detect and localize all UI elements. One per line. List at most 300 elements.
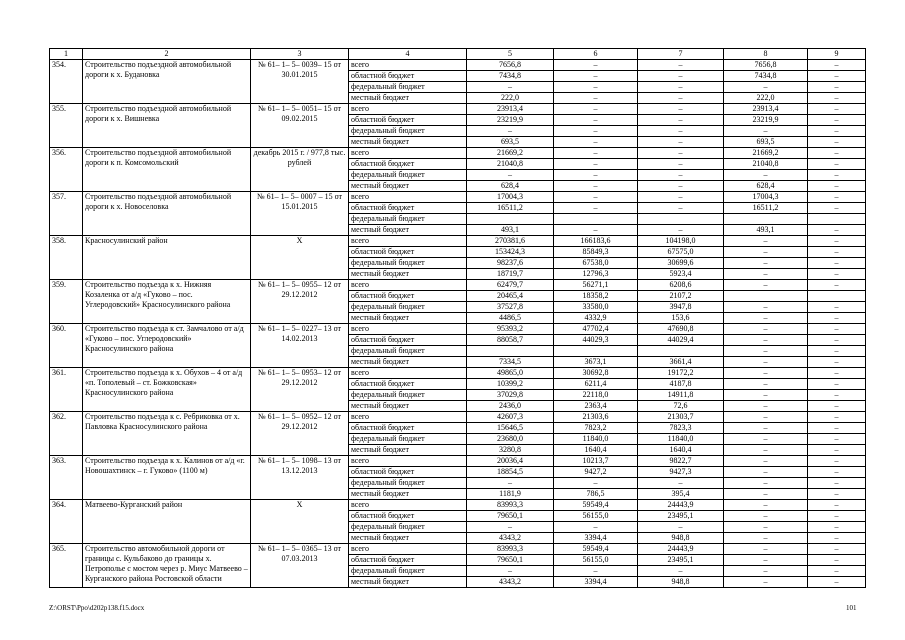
- funding-source: областной бюджет: [349, 71, 467, 82]
- design-document: X: [251, 236, 349, 280]
- funding-source: всего: [349, 544, 467, 555]
- amount-col-6: 10213,7: [554, 456, 638, 467]
- amount-col-6: –: [554, 126, 638, 137]
- amount-col-9: –: [808, 500, 866, 511]
- item-name: Строительство подъезда к с. Ребриковка от х. Павловка Красносулинского района: [83, 412, 251, 456]
- total-amount: –: [467, 170, 554, 181]
- funding-source: местный бюджет: [349, 445, 467, 456]
- design-document: № 61– 1– 5– 0955– 12 от 29.12.2012: [251, 280, 349, 324]
- amount-col-6: 59549,4: [554, 500, 638, 511]
- amount-col-9: –: [808, 412, 866, 423]
- amount-col-7: 4187,8: [638, 379, 724, 390]
- design-document: № 61– 1– 5– 0953– 12 от 29.12.2012: [251, 368, 349, 412]
- amount-col-6: [554, 214, 638, 225]
- funding-source: областной бюджет: [349, 203, 467, 214]
- total-amount: –: [467, 126, 554, 137]
- amount-col-7: 23495,1: [638, 555, 724, 566]
- amount-col-7: –: [638, 159, 724, 170]
- amount-col-6: –: [554, 148, 638, 159]
- item-name: Строительство подъезда к ст. Замчалово от а/д «Гуково – пос. Углеродовский» Красносулинского района: [83, 324, 251, 368]
- item-name: Строительство подъездной автомобильной дороги к х. Новоселовка: [83, 192, 251, 236]
- amount-col-8: 16511,2: [724, 203, 808, 214]
- total-amount: 83993,3: [467, 544, 554, 555]
- column-number-3: 3: [251, 49, 349, 60]
- total-amount: 23680,0: [467, 434, 554, 445]
- table-row: [50, 192, 866, 203]
- item-name: Строительство подъезда к х. Калинов от а/д «г. Новошахтинск – г. Гуково» (1100 м): [83, 456, 251, 500]
- amount-col-6: 56271,1: [554, 280, 638, 291]
- funding-source: областной бюджет: [349, 247, 467, 258]
- amount-col-8: –: [724, 170, 808, 181]
- item-number: 362.: [50, 412, 83, 456]
- funding-source: федеральный бюджет: [349, 566, 467, 577]
- amount-col-8: –: [724, 401, 808, 412]
- amount-col-6: –: [554, 478, 638, 489]
- funding-source: федеральный бюджет: [349, 258, 467, 269]
- total-amount: 7334,5: [467, 357, 554, 368]
- design-document: № 61– 1– 5– 0051– 15 от 09.02.2015: [251, 104, 349, 148]
- total-amount: 7434,8: [467, 71, 554, 82]
- amount-col-7: –: [638, 181, 724, 192]
- amount-col-6: –: [554, 181, 638, 192]
- funding-source: федеральный бюджет: [349, 302, 467, 313]
- amount-col-8: –: [724, 379, 808, 390]
- funding-source: областной бюджет: [349, 379, 467, 390]
- amount-col-7: 7823,3: [638, 423, 724, 434]
- amount-col-6: 4332,9: [554, 313, 638, 324]
- total-amount: 79650,1: [467, 511, 554, 522]
- amount-col-8: [724, 214, 808, 225]
- amount-col-7: 21303,7: [638, 412, 724, 423]
- amount-col-9: –: [808, 313, 866, 324]
- total-amount: –: [467, 82, 554, 93]
- total-amount: –: [467, 522, 554, 533]
- amount-col-9: –: [808, 258, 866, 269]
- amount-col-6: 3394,4: [554, 577, 638, 588]
- amount-col-8: –: [724, 522, 808, 533]
- total-amount: 98237,6: [467, 258, 554, 269]
- amount-col-7: –: [638, 522, 724, 533]
- funding-source: местный бюджет: [349, 225, 467, 236]
- amount-col-7: –: [638, 478, 724, 489]
- funding-source: федеральный бюджет: [349, 82, 467, 93]
- amount-col-6: 1640,4: [554, 445, 638, 456]
- amount-col-7: 153,6: [638, 313, 724, 324]
- funding-source: федеральный бюджет: [349, 346, 467, 357]
- amount-col-6: –: [554, 170, 638, 181]
- amount-col-7: –: [638, 192, 724, 203]
- amount-col-8: 23913,4: [724, 104, 808, 115]
- amount-col-6: 30692,8: [554, 368, 638, 379]
- amount-col-6: 44029,3: [554, 335, 638, 346]
- design-document: № 61– 1– 5– 0227– 13 от 14.02.2013: [251, 324, 349, 368]
- amount-col-8: –: [724, 478, 808, 489]
- total-amount: 21040,8: [467, 159, 554, 170]
- amount-col-8: –: [724, 357, 808, 368]
- amount-col-7: 72,6: [638, 401, 724, 412]
- amount-col-7: 948,8: [638, 533, 724, 544]
- funding-source: всего: [349, 192, 467, 203]
- item-name: Строительство подъезда к х. Нижняя Козаленка от а/д «Гуково – пос. Углеродовский» Красносулинского района: [83, 280, 251, 324]
- amount-col-7: –: [638, 93, 724, 104]
- amount-col-8: –: [724, 489, 808, 500]
- funding-source: областной бюджет: [349, 291, 467, 302]
- funding-source: местный бюджет: [349, 181, 467, 192]
- funding-source: областной бюджет: [349, 335, 467, 346]
- amount-col-8: –: [724, 500, 808, 511]
- funding-source: федеральный бюджет: [349, 478, 467, 489]
- amount-col-9: –: [808, 390, 866, 401]
- amount-col-9: –: [808, 368, 866, 379]
- total-amount: 23219,9: [467, 115, 554, 126]
- amount-col-8: –: [724, 368, 808, 379]
- page-number: 101: [846, 604, 857, 612]
- amount-col-7: –: [638, 170, 724, 181]
- amount-col-8: 693,5: [724, 137, 808, 148]
- amount-col-8: –: [724, 247, 808, 258]
- amount-col-9: –: [808, 247, 866, 258]
- amount-col-9: –: [808, 159, 866, 170]
- amount-col-6: 6211,4: [554, 379, 638, 390]
- total-amount: 693,5: [467, 137, 554, 148]
- table-row: [50, 236, 866, 247]
- funding-source: всего: [349, 412, 467, 423]
- amount-col-6: 22118,0: [554, 390, 638, 401]
- amount-col-9: –: [808, 335, 866, 346]
- amount-col-9: –: [808, 511, 866, 522]
- amount-col-7: [638, 214, 724, 225]
- column-number-5: 5: [467, 49, 554, 60]
- item-name: Строительство подъездной автомобильной дороги к п. Комсомольский: [83, 148, 251, 192]
- amount-col-9: –: [808, 401, 866, 412]
- amount-col-6: 21303,6: [554, 412, 638, 423]
- amount-col-6: –: [554, 192, 638, 203]
- amount-col-7: 3947,8: [638, 302, 724, 313]
- item-number: 360.: [50, 324, 83, 368]
- item-number: 361.: [50, 368, 83, 412]
- amount-col-7: –: [638, 104, 724, 115]
- funding-source: всего: [349, 324, 467, 335]
- total-amount: 17004,3: [467, 192, 554, 203]
- amount-col-9: –: [808, 71, 866, 82]
- item-number: 355.: [50, 104, 83, 148]
- funding-source: областной бюджет: [349, 115, 467, 126]
- amount-col-6: 11840,0: [554, 434, 638, 445]
- amount-col-7: [638, 346, 724, 357]
- total-amount: 15646,5: [467, 423, 554, 434]
- amount-col-9: –: [808, 346, 866, 357]
- amount-col-9: –: [808, 445, 866, 456]
- amount-col-7: 67575,0: [638, 247, 724, 258]
- design-document: № 61– 1– 5– 1098– 13 от 13.12.2013: [251, 456, 349, 500]
- amount-col-8: –: [724, 456, 808, 467]
- amount-col-8: [724, 291, 808, 302]
- amount-col-9: –: [808, 137, 866, 148]
- amount-col-7: –: [638, 71, 724, 82]
- total-amount: 1181,9: [467, 489, 554, 500]
- item-name: Матвеево-Курганский район: [83, 500, 251, 544]
- amount-col-6: –: [554, 522, 638, 533]
- amount-col-6: 33580,0: [554, 302, 638, 313]
- total-amount: 4486,5: [467, 313, 554, 324]
- amount-col-9: –: [808, 324, 866, 335]
- amount-col-7: 1640,4: [638, 445, 724, 456]
- design-document: декабрь 2015 г. / 977,8 тыс. рублей: [251, 148, 349, 192]
- amount-col-8: –: [724, 412, 808, 423]
- item-number: 356.: [50, 148, 83, 192]
- total-amount: 62479,7: [467, 280, 554, 291]
- funding-source: областной бюджет: [349, 423, 467, 434]
- item-number: 359.: [50, 280, 83, 324]
- amount-col-6: –: [554, 566, 638, 577]
- amount-col-8: 222,0: [724, 93, 808, 104]
- funding-source: федеральный бюджет: [349, 170, 467, 181]
- amount-col-9: –: [808, 148, 866, 159]
- funding-source: местный бюджет: [349, 577, 467, 588]
- funding-source: местный бюджет: [349, 313, 467, 324]
- total-amount: 88058,7: [467, 335, 554, 346]
- total-amount: 37029,8: [467, 390, 554, 401]
- amount-col-9: –: [808, 170, 866, 181]
- amount-col-9: –: [808, 555, 866, 566]
- amount-col-9: –: [808, 577, 866, 588]
- amount-col-6: 56155,0: [554, 555, 638, 566]
- funding-source: местный бюджет: [349, 489, 467, 500]
- amount-col-8: –: [724, 511, 808, 522]
- amount-col-6: –: [554, 137, 638, 148]
- amount-col-7: 19172,2: [638, 368, 724, 379]
- amount-col-9: –: [808, 181, 866, 192]
- total-amount: 153424,3: [467, 247, 554, 258]
- design-document: № 61– 1– 5– 0365– 13 от 07.03.2013: [251, 544, 349, 588]
- total-amount: 20465,4: [467, 291, 554, 302]
- amount-col-7: 24443,9: [638, 500, 724, 511]
- funding-source: федеральный бюджет: [349, 126, 467, 137]
- amount-col-8: 21669,2: [724, 148, 808, 159]
- amount-col-8: 7434,8: [724, 71, 808, 82]
- table-row: [50, 544, 866, 555]
- amount-col-9: –: [808, 115, 866, 126]
- amount-col-6: 47702,4: [554, 324, 638, 335]
- amount-col-9: –: [808, 93, 866, 104]
- table-row: [50, 368, 866, 379]
- amount-col-8: 7656,8: [724, 60, 808, 71]
- column-number-4: 4: [349, 49, 467, 60]
- total-amount: 49865,0: [467, 368, 554, 379]
- column-number-9: 9: [808, 49, 866, 60]
- column-number-8: 8: [724, 49, 808, 60]
- total-amount: –: [467, 566, 554, 577]
- total-amount: 270381,6: [467, 236, 554, 247]
- amount-col-6: –: [554, 159, 638, 170]
- item-number: 358.: [50, 236, 83, 280]
- funding-source: местный бюджет: [349, 357, 467, 368]
- table-row: [50, 500, 866, 511]
- amount-col-7: –: [638, 203, 724, 214]
- amount-col-9: –: [808, 522, 866, 533]
- amount-col-7: 104198,0: [638, 236, 724, 247]
- funding-source: федеральный бюджет: [349, 434, 467, 445]
- item-name: Красносулинский район: [83, 236, 251, 280]
- total-amount: 18719,7: [467, 269, 554, 280]
- amount-col-7: –: [638, 126, 724, 137]
- amount-col-7: 948,8: [638, 577, 724, 588]
- funding-source: федеральный бюджет: [349, 390, 467, 401]
- item-name: Строительство подъездной автомобильной дороги к х. Будановка: [83, 60, 251, 104]
- total-amount: –: [467, 478, 554, 489]
- amount-col-8: –: [724, 434, 808, 445]
- amount-col-9: –: [808, 456, 866, 467]
- item-number: 365.: [50, 544, 83, 588]
- design-document: № 61– 1– 5– 0007 – 15 от 15.01.2015: [251, 192, 349, 236]
- funding-source: местный бюджет: [349, 137, 467, 148]
- amount-col-9: –: [808, 126, 866, 137]
- document-path: Z:\ORST\Ppo\d202p138.f15.docx: [49, 604, 145, 612]
- design-document: № 61– 1– 5– 0039– 15 от 30.01.2015: [251, 60, 349, 104]
- amount-col-8: –: [724, 280, 808, 291]
- funding-source: местный бюджет: [349, 269, 467, 280]
- amount-col-7: 6208,6: [638, 280, 724, 291]
- amount-col-7: –: [638, 148, 724, 159]
- total-amount: 21669,2: [467, 148, 554, 159]
- total-amount: 79650,1: [467, 555, 554, 566]
- column-number-2: 2: [83, 49, 251, 60]
- funding-source: местный бюджет: [349, 533, 467, 544]
- total-amount: 42607,3: [467, 412, 554, 423]
- total-amount: [467, 346, 554, 357]
- amount-col-6: 12796,3: [554, 269, 638, 280]
- amount-col-7: 2107,2: [638, 291, 724, 302]
- amount-col-6: –: [554, 82, 638, 93]
- amount-col-9: –: [808, 357, 866, 368]
- amount-col-7: –: [638, 82, 724, 93]
- amount-col-6: –: [554, 104, 638, 115]
- total-amount: [467, 214, 554, 225]
- amount-col-9: –: [808, 104, 866, 115]
- amount-col-7: –: [638, 137, 724, 148]
- table-row: [50, 60, 866, 71]
- funding-source: всего: [349, 280, 467, 291]
- amount-col-8: –: [724, 533, 808, 544]
- funding-source: всего: [349, 148, 467, 159]
- amount-col-7: 11840,0: [638, 434, 724, 445]
- total-amount: 3280,8: [467, 445, 554, 456]
- amount-col-7: –: [638, 60, 724, 71]
- amount-col-7: 3661,4: [638, 357, 724, 368]
- table-row: [50, 104, 866, 115]
- amount-col-7: 47690,8: [638, 324, 724, 335]
- amount-col-8: –: [724, 269, 808, 280]
- amount-col-7: 44029,4: [638, 335, 724, 346]
- amount-col-6: –: [554, 225, 638, 236]
- amount-col-8: –: [724, 126, 808, 137]
- amount-col-9: –: [808, 478, 866, 489]
- amount-col-8: –: [724, 577, 808, 588]
- amount-col-9: –: [808, 280, 866, 291]
- item-name: Строительство автомобильной дороги от границы с. Кульбаково до границы х. Петрополье с мостом через р. Миус Матвеево – Курганского района Ростовской области: [83, 544, 251, 588]
- total-amount: 20036,4: [467, 456, 554, 467]
- amount-col-7: –: [638, 115, 724, 126]
- amount-col-9: [808, 291, 866, 302]
- item-number: 354.: [50, 60, 83, 104]
- amount-col-9: [808, 214, 866, 225]
- amount-col-9: –: [808, 544, 866, 555]
- amount-col-8: –: [724, 555, 808, 566]
- funding-source: всего: [349, 60, 467, 71]
- funding-source: всего: [349, 236, 467, 247]
- funding-source: всего: [349, 104, 467, 115]
- amount-col-6: –: [554, 60, 638, 71]
- amount-col-8: –: [724, 423, 808, 434]
- item-number: 363.: [50, 456, 83, 500]
- amount-col-7: 14911,8: [638, 390, 724, 401]
- amount-col-8: 21040,8: [724, 159, 808, 170]
- amount-col-6: 166183,6: [554, 236, 638, 247]
- item-name: Строительство подъездной автомобильной дороги к х. Вишневка: [83, 104, 251, 148]
- amount-col-7: –: [638, 566, 724, 577]
- amount-col-8: –: [724, 467, 808, 478]
- amount-col-6: 3394,4: [554, 533, 638, 544]
- funding-source: федеральный бюджет: [349, 522, 467, 533]
- amount-col-9: –: [808, 192, 866, 203]
- amount-col-9: –: [808, 203, 866, 214]
- amount-col-7: 9822,7: [638, 456, 724, 467]
- amount-col-9: –: [808, 60, 866, 71]
- amount-col-6: –: [554, 93, 638, 104]
- amount-col-8: –: [724, 313, 808, 324]
- design-document: № 61– 1– 5– 0952– 12 от 29.12.2012: [251, 412, 349, 456]
- funding-source: областной бюджет: [349, 511, 467, 522]
- funding-source: федеральный бюджет: [349, 214, 467, 225]
- total-amount: 37527,8: [467, 302, 554, 313]
- amount-col-6: [554, 346, 638, 357]
- table-row: [50, 280, 866, 291]
- funding-source: всего: [349, 456, 467, 467]
- funding-source: областной бюджет: [349, 159, 467, 170]
- column-number-row: [50, 49, 866, 60]
- total-amount: 95393,2: [467, 324, 554, 335]
- total-amount: 628,4: [467, 181, 554, 192]
- column-number-7: 7: [638, 49, 724, 60]
- design-document: X: [251, 500, 349, 544]
- table-row: [50, 148, 866, 159]
- amount-col-6: 3673,1: [554, 357, 638, 368]
- table-row: [50, 412, 866, 423]
- amount-col-9: –: [808, 269, 866, 280]
- amount-col-7: –: [638, 225, 724, 236]
- amount-col-9: –: [808, 566, 866, 577]
- amount-col-6: –: [554, 203, 638, 214]
- funding-source: областной бюджет: [349, 467, 467, 478]
- funding-source: всего: [349, 368, 467, 379]
- total-amount: 23913,4: [467, 104, 554, 115]
- amount-col-8: –: [724, 302, 808, 313]
- table-row: [50, 324, 866, 335]
- funding-source: местный бюджет: [349, 93, 467, 104]
- total-amount: 18854,5: [467, 467, 554, 478]
- total-amount: 4343,2: [467, 577, 554, 588]
- amount-col-9: –: [808, 533, 866, 544]
- amount-col-6: 786,5: [554, 489, 638, 500]
- amount-col-6: 85849,3: [554, 247, 638, 258]
- amount-col-7: 395,4: [638, 489, 724, 500]
- item-number: 357.: [50, 192, 83, 236]
- total-amount: 2436,0: [467, 401, 554, 412]
- amount-col-6: 67538,0: [554, 258, 638, 269]
- amount-col-6: 18358,2: [554, 291, 638, 302]
- amount-col-6: 59549,4: [554, 544, 638, 555]
- amount-col-8: 493,1: [724, 225, 808, 236]
